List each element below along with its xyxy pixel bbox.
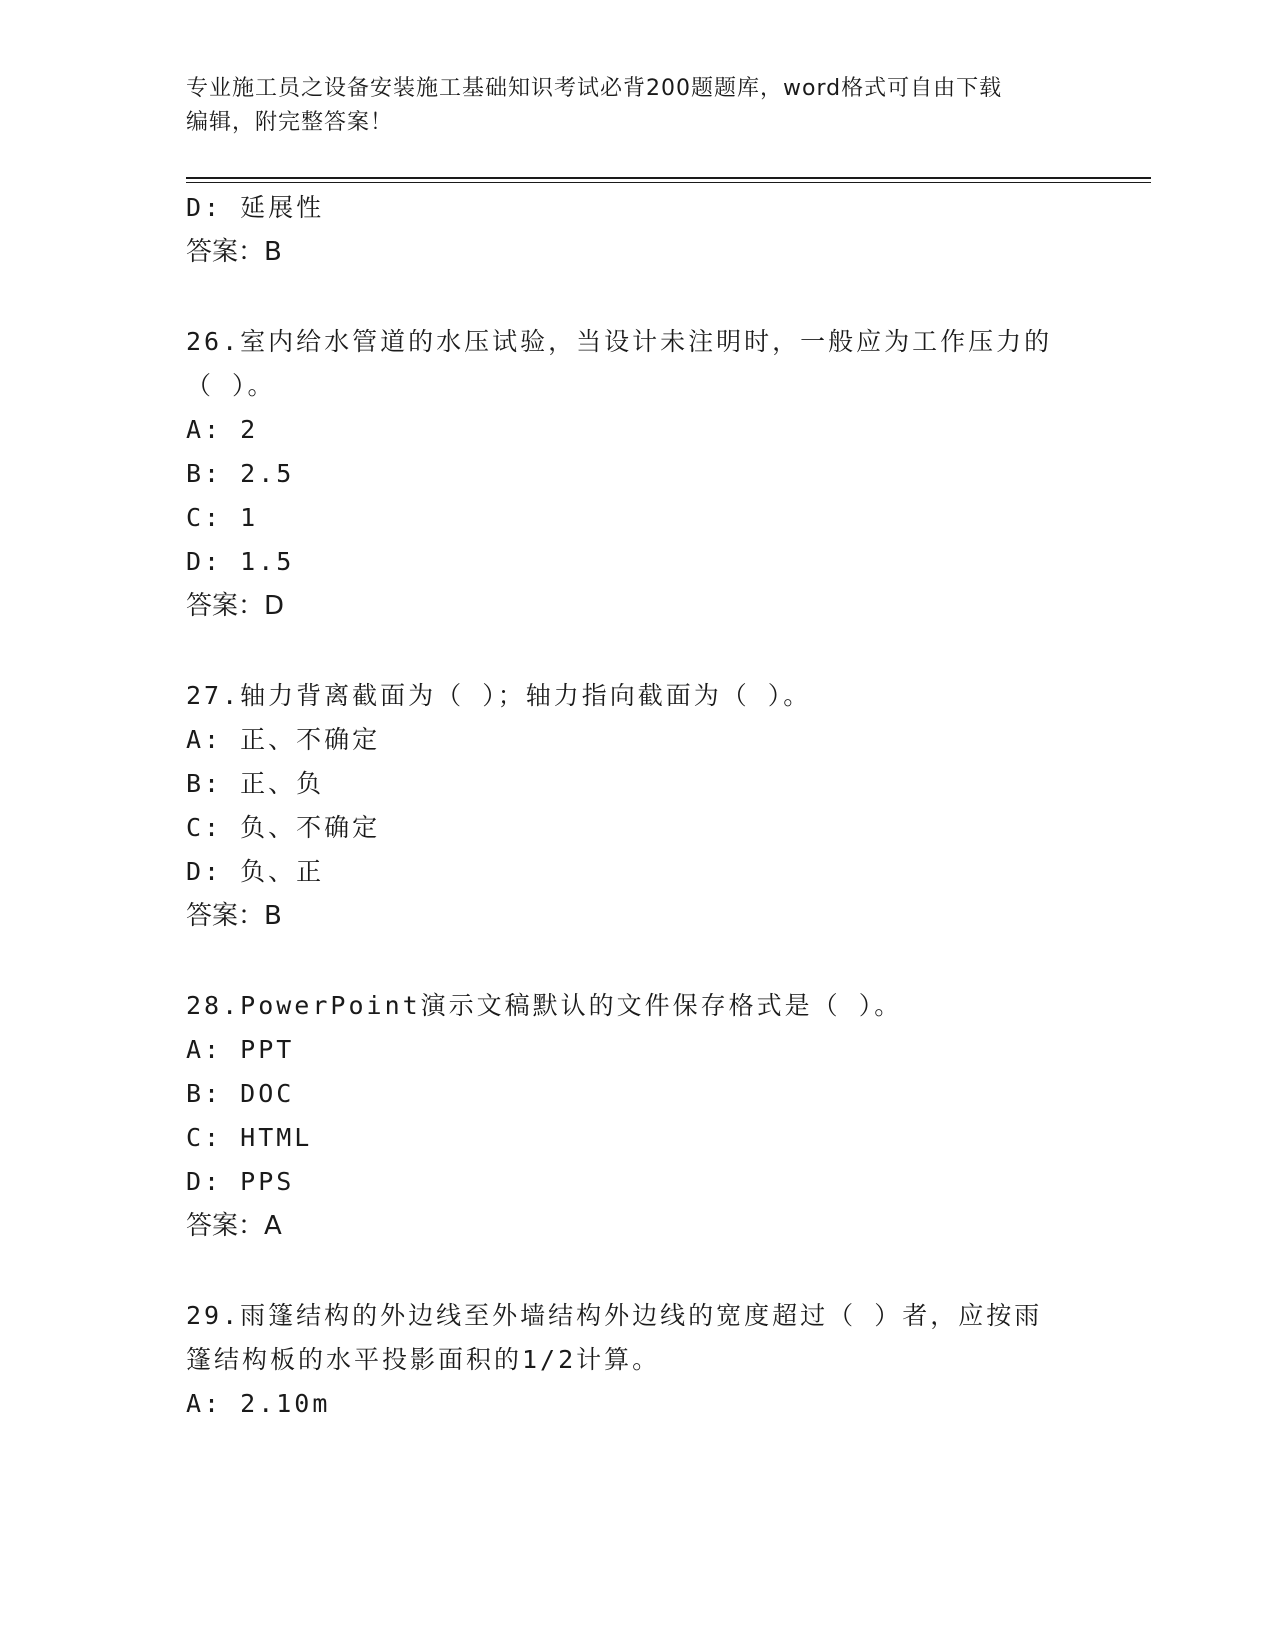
q28-option-d: D: PPS	[186, 1167, 295, 1196]
document-header	[186, 72, 1066, 140]
q27-answer: 答案：B	[186, 901, 282, 931]
q29-stem-line1: 29.雨篷结构的外边线至外墙结构外边线的宽度超过（ ）者，应按雨	[186, 1301, 1043, 1330]
q29-option-a: A: 2.10m	[186, 1389, 331, 1418]
q28-answer: 答案：A	[186, 1211, 282, 1241]
q26-option-b: B: 2.5	[186, 459, 295, 488]
q28-option-c: C: HTML	[186, 1123, 313, 1152]
q26-stem-line1: 26.室内给水管道的水压试验，当设计未注明时，一般应为工作压力的	[186, 327, 1053, 356]
q26-stem-line2: （ ）。	[186, 371, 276, 400]
header-divider-thin	[186, 182, 1151, 183]
q28-option-b: B: DOC	[186, 1079, 295, 1108]
q27-option-d: D: 负、正	[186, 857, 325, 886]
q26-option-c: C: 1	[186, 503, 259, 532]
q27-stem-line1: 27.轴力背离截面为（ ）；轴力指向截面为（ ）。	[186, 681, 812, 710]
q26-option-a: A: 2	[186, 415, 259, 444]
q26-option-d: D: 1.5	[186, 547, 295, 576]
q29-stem-line2: 篷结构板的水平投影面积的1/2计算。	[186, 1345, 661, 1374]
q28-stem-line1: 28.PowerPoint演示文稿默认的文件保存格式是（ ）。	[186, 991, 903, 1020]
q27-option-b: B: 正、负	[186, 769, 325, 798]
q25-option-d: D: 延展性	[186, 193, 325, 222]
q27-option-c: C: 负、不确定	[186, 813, 381, 842]
header-title-line2: 编辑，附完整答案！	[186, 110, 394, 135]
q27-option-a: A: 正、不确定	[186, 725, 381, 754]
q26-answer: 答案：D	[186, 591, 285, 621]
header-title-line1: 专业施工员之设备安装施工基础知识考试必背200题题库，word格式可自由下载	[186, 76, 1003, 101]
q25-answer: 答案：B	[186, 237, 282, 267]
header-divider-thick	[186, 177, 1151, 179]
q28-option-a: A: PPT	[186, 1035, 295, 1064]
